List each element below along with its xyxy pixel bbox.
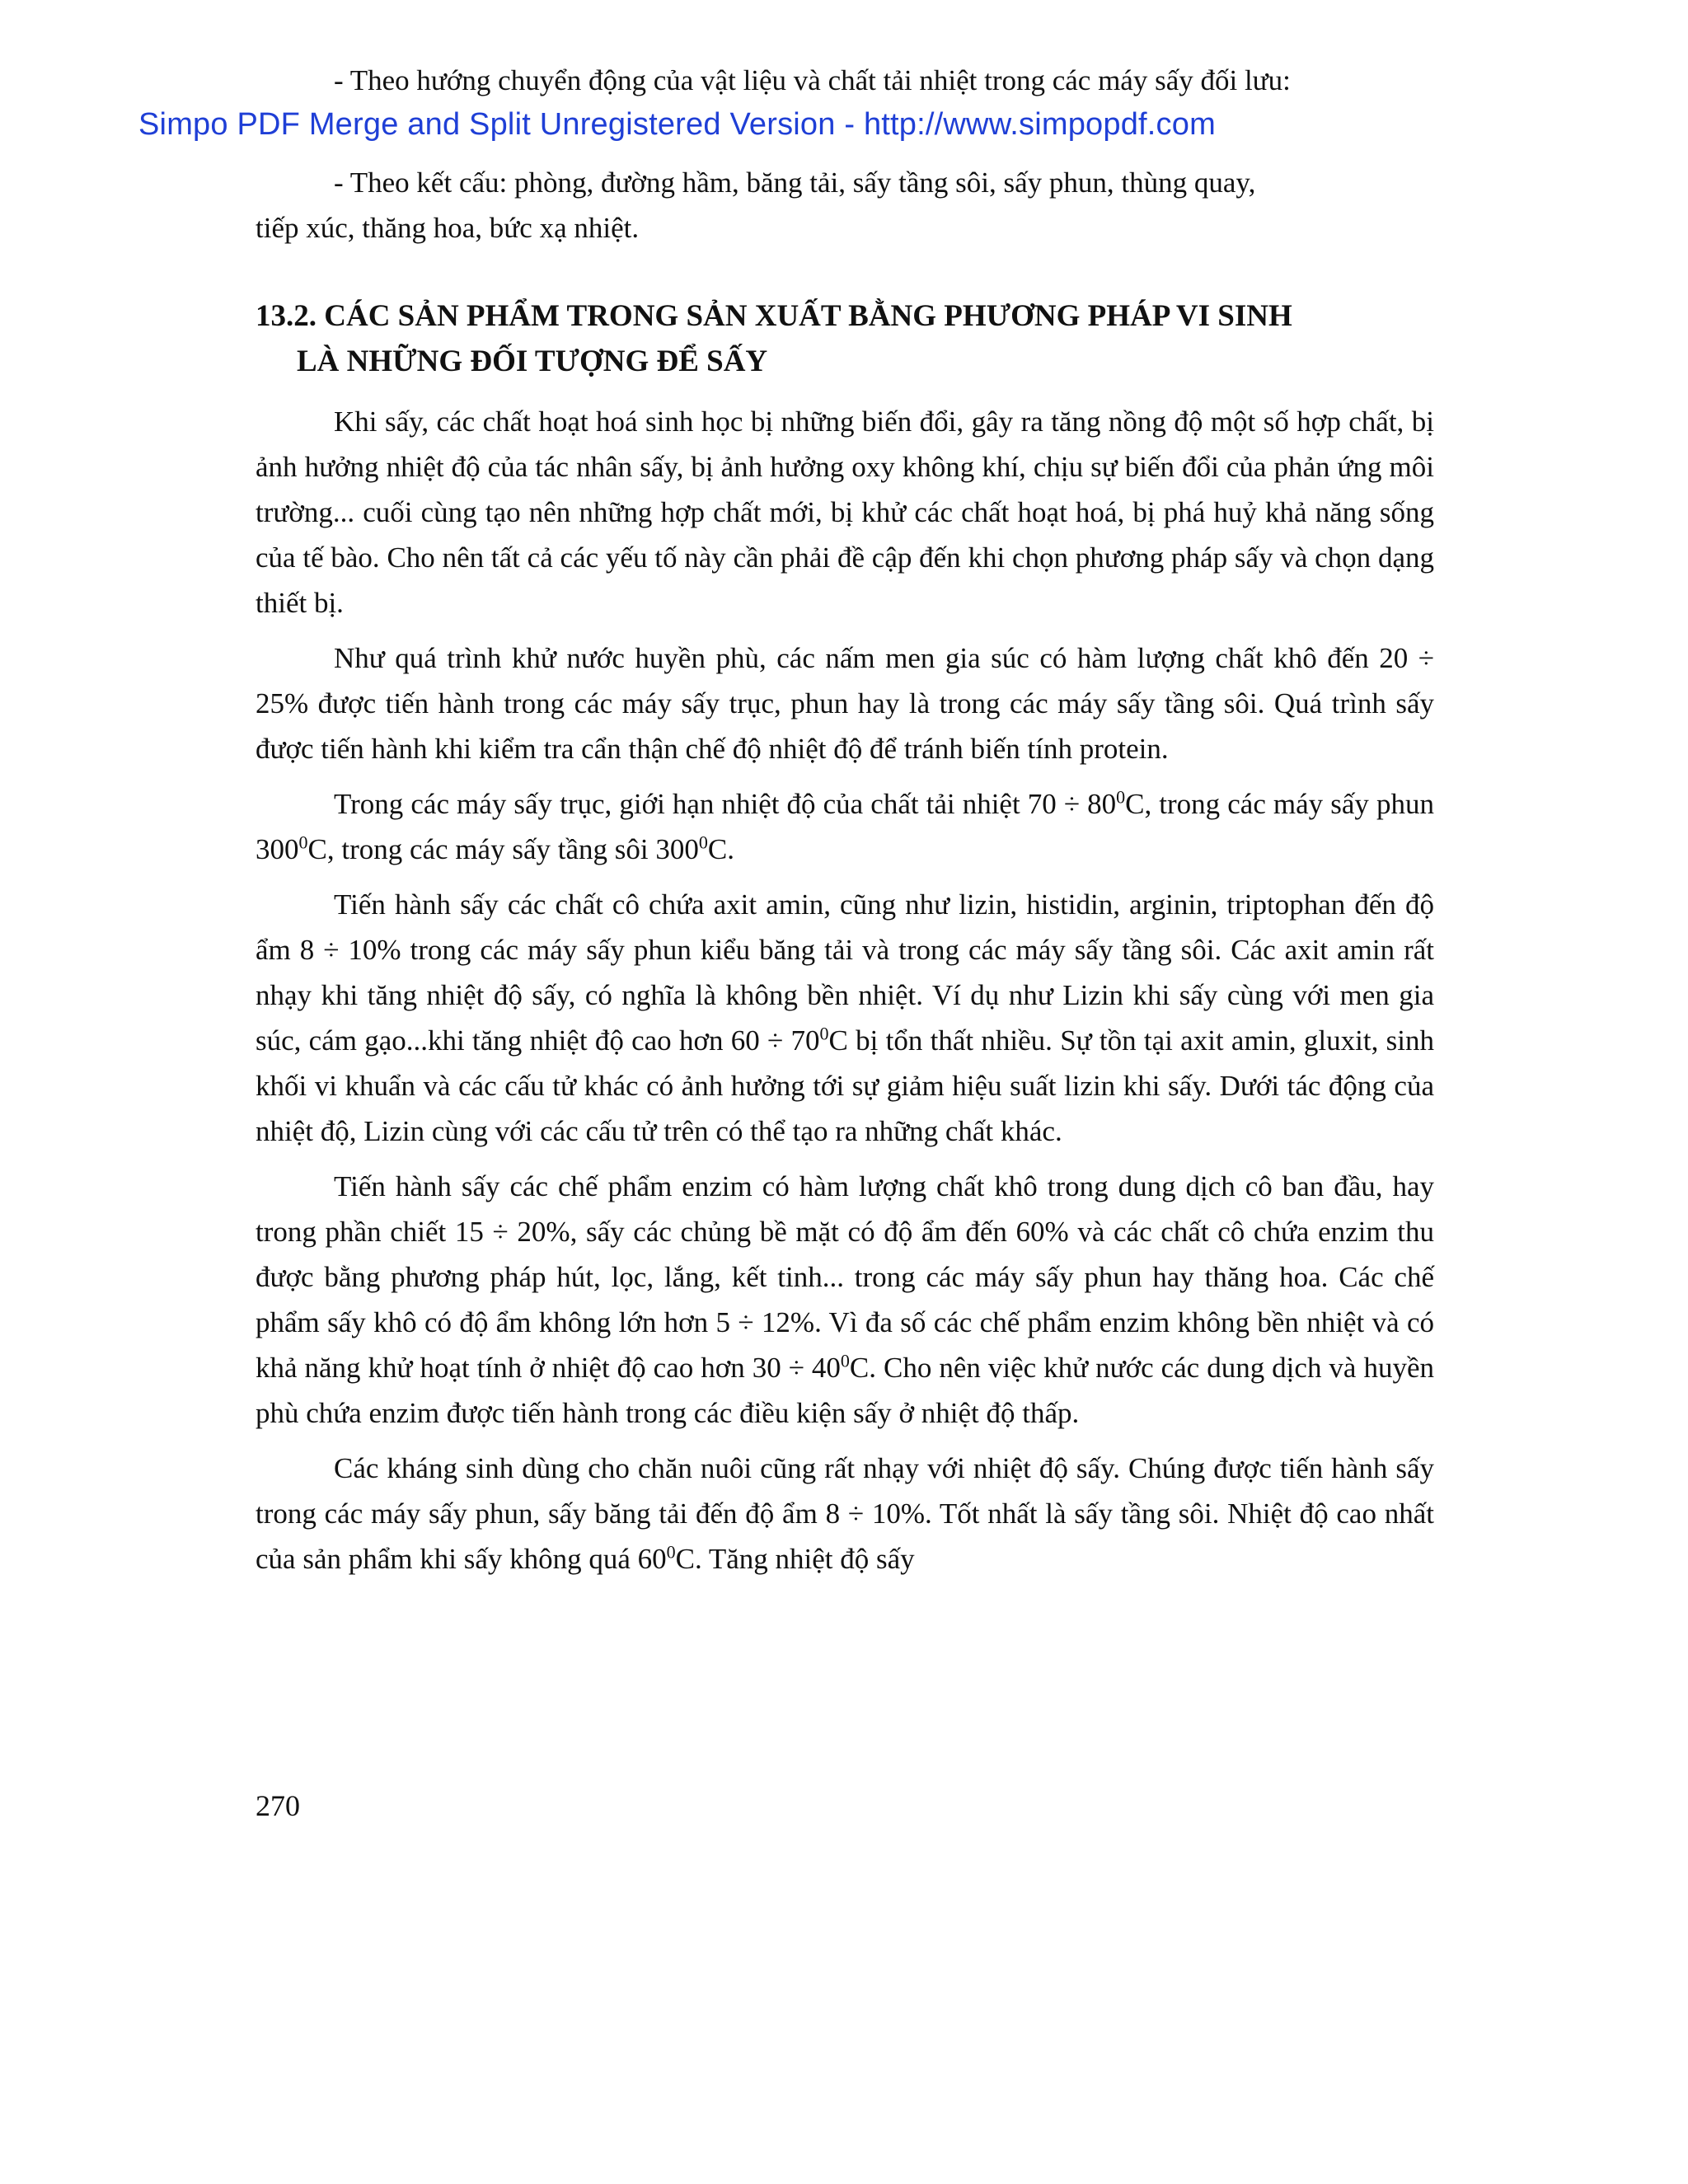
paragraph-3-text-d: C. (707, 833, 734, 865)
section-heading-line2: LÀ NHỮNG ĐỐI TƯỢNG ĐỂ SẤY (297, 344, 768, 378)
document-page (256, 58, 1434, 1591)
paragraph-4 (256, 882, 1434, 1154)
paragraph-4-text-a: Tiến hành sấy các chất cô chứa axit amin, cũng như lizin, histidin, arginin, triptophan đến độ ẩm 8 ÷ 10% trong các máy sấy phun kiểu băng tải và trong các máy sấy tầng sôi. Các axit amin rất nhạy khi tăng nhiệt độ sấy, có nghĩa là không bền nhiệt. Ví dụ như Lizin khi sấy cùng với men gia súc, cám gạo...khi tăng nhiệt độ cao hơn 60 ÷ 70 (256, 888, 1434, 1057)
degree-superscript: 0 (698, 832, 708, 853)
paragraph-3 (256, 781, 1434, 872)
paragraph-1: Khi sấy, các chất hoạt hoá sinh học bị những biến đổi, gây ra tăng nồng độ một số hợp chất, bị ảnh hưởng nhiệt độ của tác nhân sấy, bị ảnh hưởng oxy không khí, chịu sự biến đổi của phản ứng môi trường... cuối cùng tạo nên những hợp chất mới, bị khử các chất hoạt hoá, bị phá huỷ khả năng sống của tế bào. Cho nên tất cả các yếu tố này cần phải đề cập đến khi chọn phương pháp sấy và chọn dạng thiết bị. (256, 405, 1434, 619)
degree-superscript: 0 (819, 1023, 829, 1044)
degree-superscript: 0 (298, 832, 308, 853)
paragraph-4-text-b: C bị tổn thất nhiều. Sự tồn tại axit amin, gluxit, sinh khối vi khuẩn và các cấu tử khác có ảnh hưởng tới sự giảm hiệu suất lizin khi sấy. Dưới tác động của nhiệt độ, Lizin cùng với các cấu tử trên có thể tạo ra những chất khác. (256, 1024, 1434, 1147)
degree-superscript: 0 (1116, 786, 1126, 808)
paragraph-6-text-b: C. Tăng nhiệt độ sấy (675, 1543, 915, 1575)
bullet-structure (256, 160, 1434, 251)
page-number: 270 (256, 1789, 300, 1822)
watermark-text: Simpo PDF Merge and Split Unregistered Version - http://www.simpopdf.com (138, 107, 1216, 142)
paragraph-6-text-a: Các kháng sinh dùng cho chăn nuôi cũng rất nhạy với nhiệt độ sấy. Chúng được tiến hành sấy trong các máy sấy phun, sấy băng tải đến độ ẩm 8 ÷ 10%. Tốt nhất là sấy tầng sôi. Nhiệt độ cao nhất của sản phẩm khi sấy không quá 60 (256, 1452, 1434, 1575)
degree-superscript: 0 (666, 1541, 676, 1563)
section-heading (256, 293, 1434, 384)
section-heading-line1: 13.2. CÁC SẢN PHẨM TRONG SẢN XUẤT BẰNG PHƯƠNG PHÁP VI SINH (256, 299, 1292, 333)
paragraph-3-text-a: Trong các máy sấy trục, giới hạn nhiệt độ của chất tải nhiệt 70 ÷ 80 (334, 788, 1117, 820)
paragraph-2: Như quá trình khử nước huyền phù, các nấm men gia súc có hàm lượng chất khô đến 20 ÷ 25% được tiến hành trong các máy sấy trục, phun hay là trong các máy sấy tầng sôi. Quá trình sấy được tiến hành khi kiểm tra cẩn thận chế độ nhiệt độ để tránh biến tính protein. (256, 642, 1434, 765)
paragraph-5 (256, 1164, 1434, 1436)
bullet-structure-line1: - Theo kết cấu: phòng, đường hầm, băng tải, sấy tầng sôi, sấy phun, thùng quay, (334, 166, 1256, 199)
degree-superscript: 0 (840, 1350, 850, 1371)
bullet-structure-line2: tiếp xúc, thăng hoa, bức xạ nhiệt. (256, 212, 640, 244)
paragraph-3-text-b: C, trong các máy sấy phun 300 (256, 788, 1434, 865)
paragraph-5-text-a: Tiến hành sấy các chế phẩm enzim có hàm lượng chất khô trong dung dịch cô ban đầu, hay trong phần chiết 15 ÷ 20%, sấy các chủng bề mặt có độ ẩm đến 60% và các chất cô chứa enzim thu được bằng phương pháp hút, lọc, lắng, kết tinh... trong các máy sấy phun hay thăng hoa. Các chế phẩm sấy khô có độ ẩm không lớn hơn 5 ÷ 12%. Vì đa số các chế phẩm enzim không bền nhiệt và có khả năng khử hoạt tính ở nhiệt độ cao hơn 30 ÷ 40 (256, 1170, 1434, 1384)
paragraph-3-text-c: C, trong các máy sấy tầng sôi 300 (307, 833, 699, 865)
bullet-direction-line1: - Theo hướng chuyển động của vật liệu và chất tải nhiệt trong các máy sấy đối lưu: (334, 64, 1291, 96)
paragraph-5-text-b: C. Cho nên việc khử nước các dung dịch và huyền phù chứa enzim được tiến hành trong các điều kiện sấy ở nhiệt độ thấp. (256, 1352, 1434, 1429)
paragraph-6 (256, 1446, 1434, 1582)
